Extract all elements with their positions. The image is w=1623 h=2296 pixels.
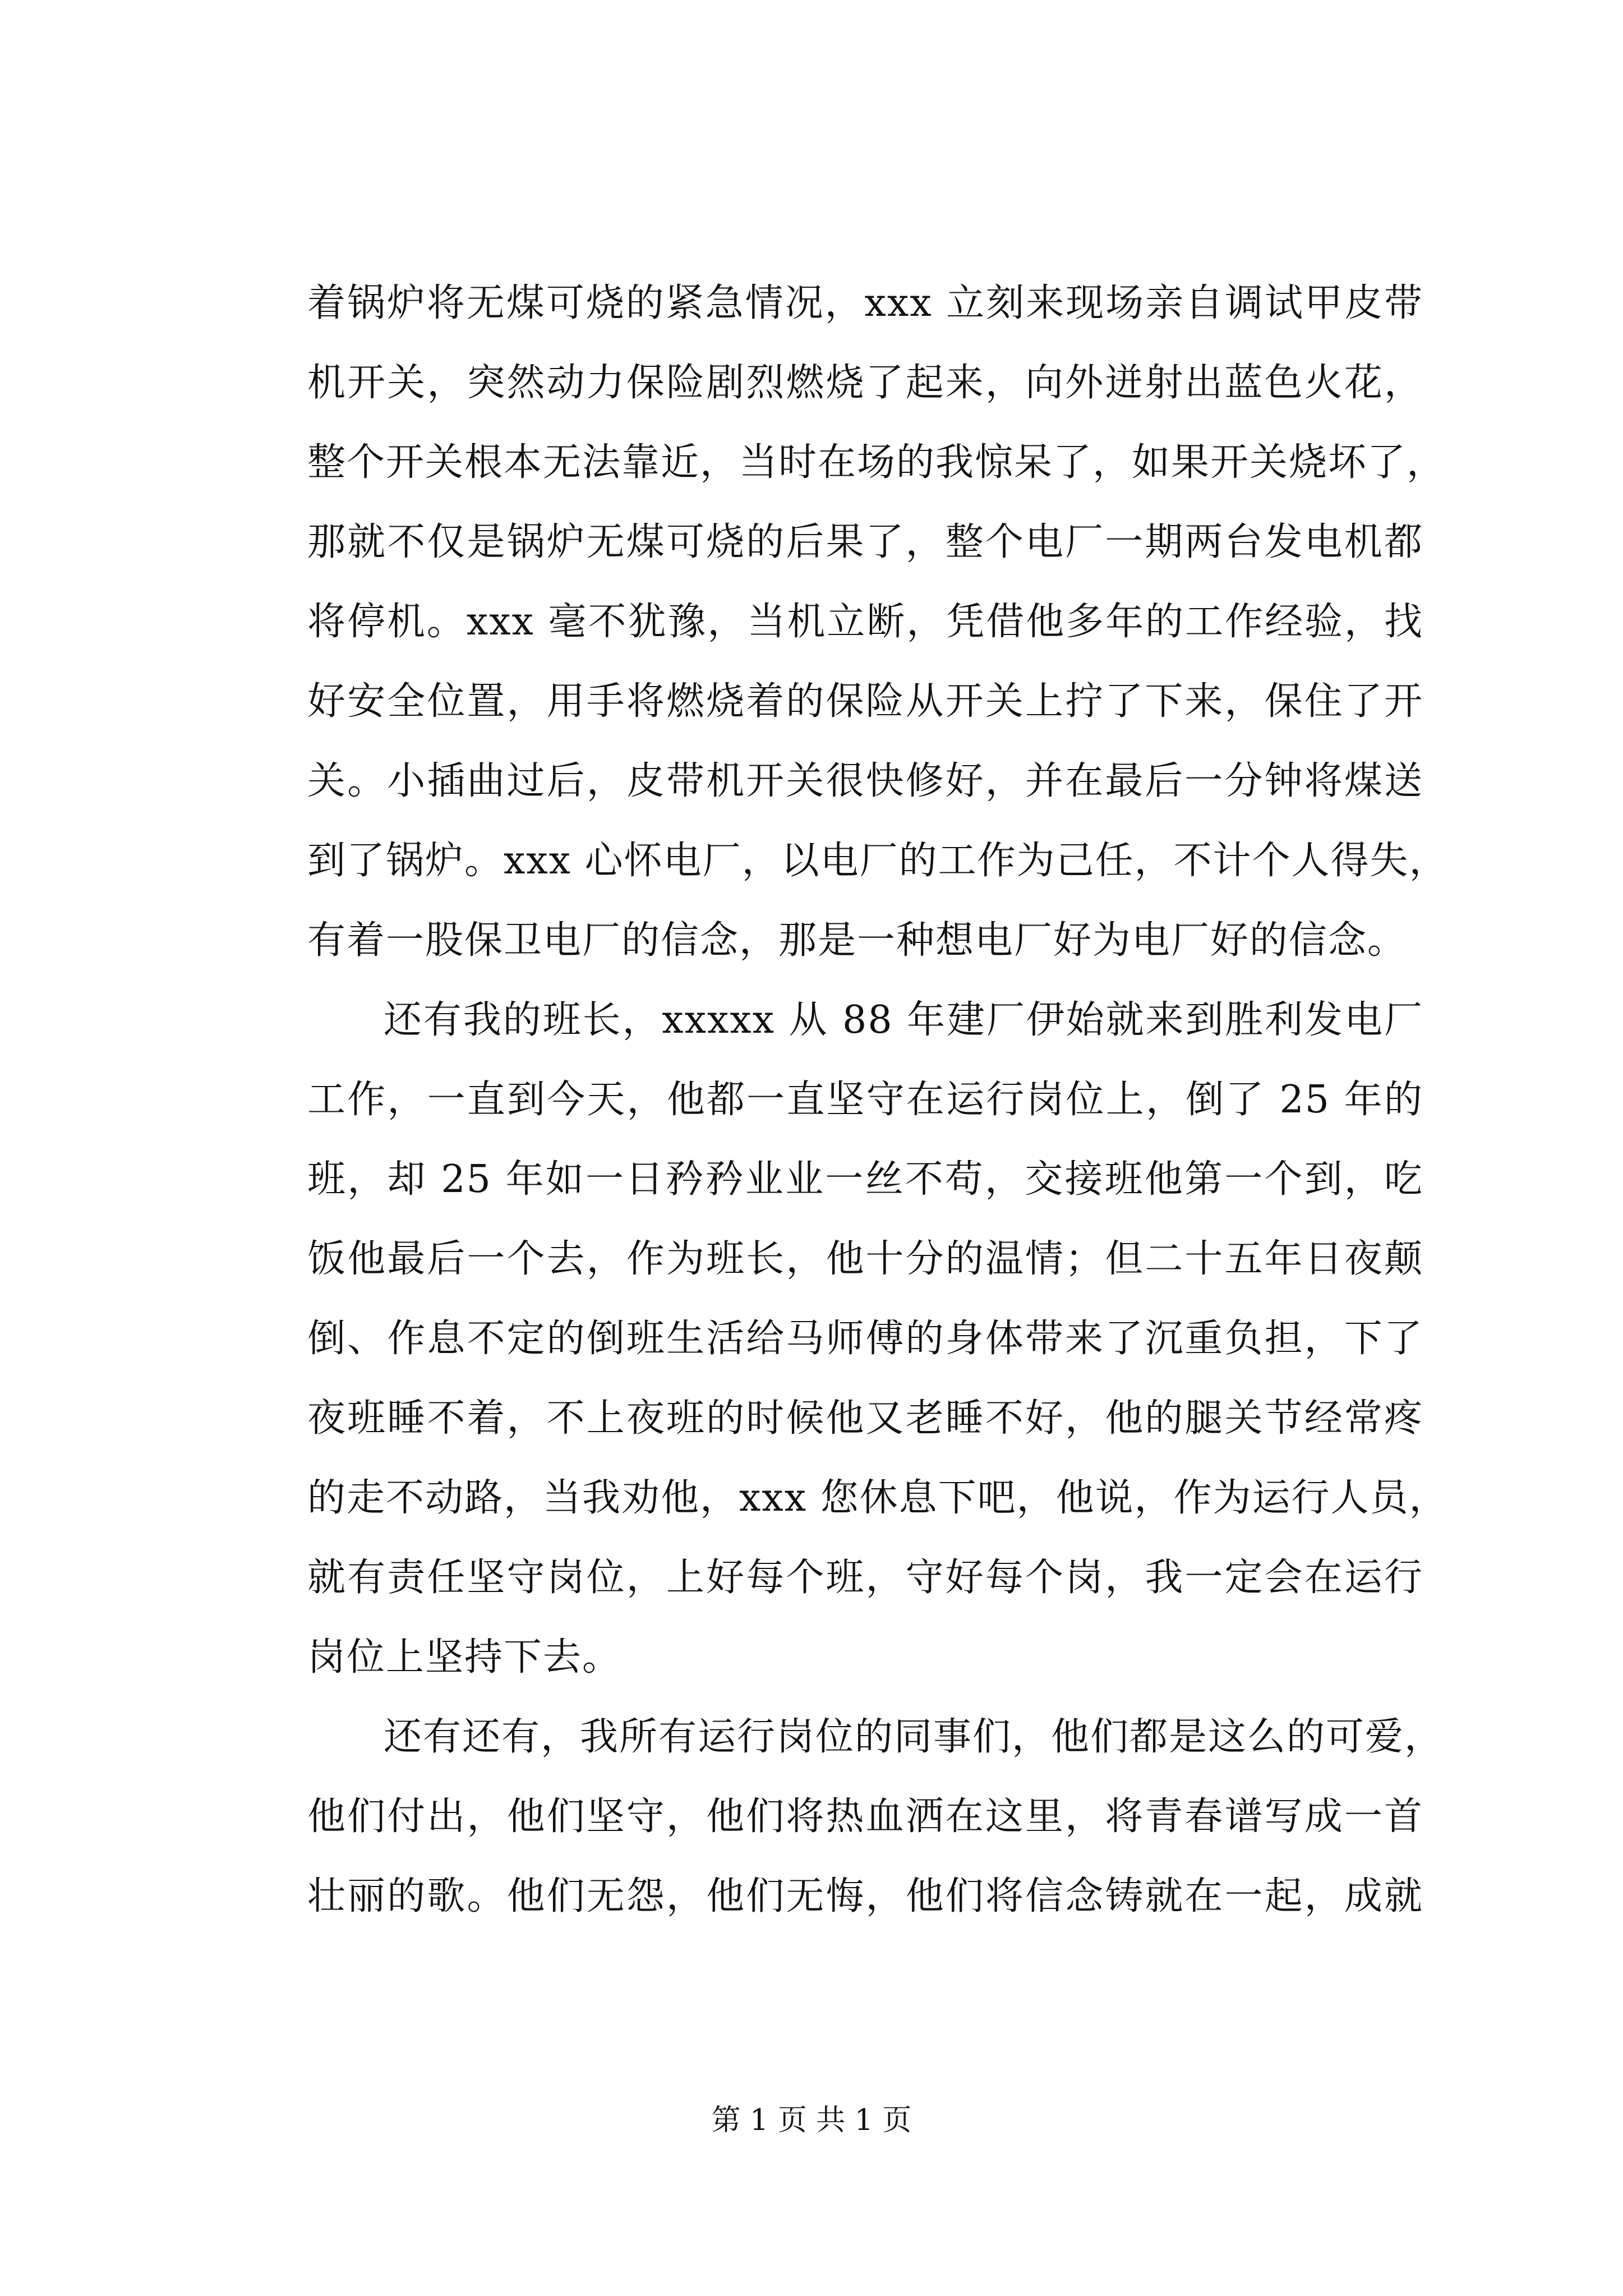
paragraph-1 [307,264,1449,981]
text-line: 工作，一直到今天，他都一直坚守在运行岗位上，倒了 25 年的 [307,1078,1423,1122]
text-line: 壮丽的歌。他们无怨，他们无悔，他们将信念铸就在一起，成就 [307,1874,1423,1918]
text-line: 饭他最后一个去，作为班长，他十分的温情；但二十五年日夜颠 [307,1237,1423,1281]
text-line: 将停机。xxx 毫不犹豫，当机立断，凭借他多年的工作经验，找 [307,600,1423,644]
text-line: 整个开关根本无法靠近，当时在场的我惊呆了，如果开关烧坏了， [307,440,1446,485]
text-line: 还有还有，我所有运行岗位的同事们，他们都是这么的可爱， [384,1715,1444,1759]
text-line: 他们付出，他们坚守，他们将热血洒在这里，将青春谱写成一首 [307,1795,1423,1839]
text-line: 的走不动路，当我劝他，xxx 您休息下吧，他说，作为运行人员， [307,1476,1449,1520]
paragraph-3 [307,1697,1444,1936]
document-body [307,264,1449,1936]
paragraph-2 [307,981,1449,1697]
text-line: 倒、作息不定的倒班生活给马师傅的身体带来了沉重负担，下了 [307,1317,1423,1361]
text-line: 有着一股保卫电厂的信念，那是一种想电厂好为电厂好的信念。 [307,918,1407,963]
text-line: 岗位上坚持下去。 [307,1635,622,1680]
text-line: 就有责任坚守岗位，上好每个班，守好每个岗，我一定会在运行 [307,1556,1423,1600]
text-line: 到了锅炉。xxx 心怀电厂，以电厂的工作为己任，不计个人得失， [307,839,1449,883]
text-line: 班，却 25 年如一日矜矜业业一丝不苟，交接班他第一个到，吃 [307,1157,1423,1202]
text-line: 夜班睡不着，不上夜班的时候他又老睡不好，他的腿关节经常疼 [307,1396,1423,1441]
text-line: 还有我的班长，xxxxx 从 88 年建厂伊始就来到胜利发电厂 [384,998,1423,1042]
text-line: 着锅炉将无煤可烧的紧急情况，xxx 立刻来现场亲自调试甲皮带 [307,281,1423,325]
page-footer [0,2101,1623,2140]
text-line: 机开关，突然动力保险剧烈燃烧了起来，向外迸射出蓝色火花， [307,361,1423,405]
text-line: 那就不仅是锅炉无煤可烧的后果了，整个电厂一期两台发电机都 [307,520,1423,564]
page-number-label: 第 1 页 共 1 页 [711,2104,912,2137]
text-line: 关。小插曲过后，皮带机开关很快修好，并在最后一分钟将煤送 [307,759,1423,803]
text-line: 好安全位置，用手将燃烧着的保险从开关上拧了下来，保住了开 [307,679,1423,724]
